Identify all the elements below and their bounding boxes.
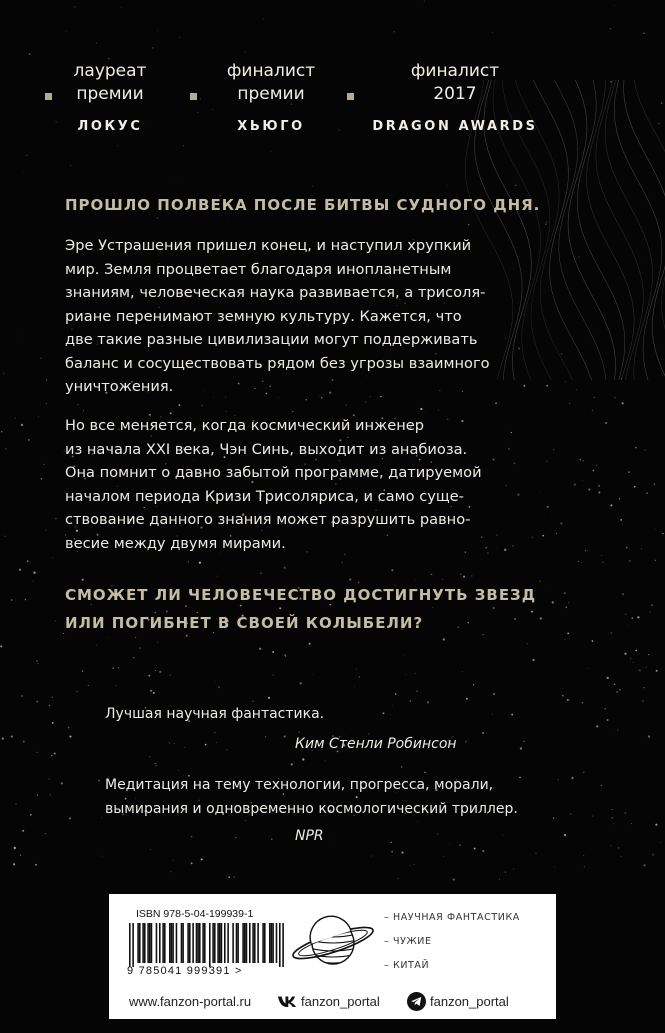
- award-status: финалист: [410, 61, 500, 81]
- award-type: премии: [76, 84, 144, 104]
- award-type: премии: [237, 84, 305, 104]
- saturn-icon: [289, 910, 377, 976]
- blurb-heading: ПРОШЛО ПОЛВЕКА ПОСЛЕ БИТВЫ СУДНОГО ДНЯ.: [65, 196, 541, 214]
- paragraph-line: Она помнит о давно забытой программе, датируемой: [65, 464, 482, 481]
- website-link[interactable]: www.fanzon-portal.ru: [129, 994, 252, 1009]
- paragraph-line: весие между двумя мирами.: [65, 534, 286, 552]
- award-name: DRAGON AWARDS: [372, 119, 538, 134]
- paragraph-line: знаниям, человеческая наука развивается, а трисоля-: [65, 284, 486, 301]
- paragraph-line: риане перенимают земную культуру. Кажется, что: [65, 307, 462, 325]
- telegram-link[interactable]: fanzon_portal: [430, 994, 509, 1009]
- barcode-digits: 9 785041 999391 >: [127, 965, 243, 977]
- award-dragon: [355, 60, 555, 134]
- award-year: 2017: [433, 84, 477, 104]
- award-status: лауреат: [73, 61, 147, 81]
- paragraph-line: мир. Земля процветает благодаря инопланетным: [65, 260, 452, 278]
- paragraph-line: ствование данного знания может разрушить равно-: [65, 511, 471, 528]
- genre-tag: – КИТАЙ: [384, 960, 430, 971]
- publisher-panel: [109, 894, 556, 1019]
- award-name: ЛОКУС: [77, 119, 143, 134]
- vk-icon[interactable]: [277, 995, 297, 1008]
- paragraph-line: из начала XXI века, Чэн Синь, выходит из анабиоза.: [65, 440, 468, 458]
- review-author-1: Ким Стенли Робинсон: [295, 736, 457, 752]
- barcode: [129, 923, 284, 967]
- award-status: финалист: [226, 61, 316, 81]
- award-locus: [55, 60, 165, 134]
- award-hugo: [205, 60, 337, 134]
- paragraph-line: уничтожения.: [65, 378, 174, 395]
- award-name: ХЬЮГО: [237, 119, 305, 134]
- genre-tag: – ЧУЖИЕ: [384, 936, 432, 947]
- paragraph-line: Но все меняется, когда космический инженер: [65, 417, 424, 434]
- paragraph-line: баланс и сосуществовать рядом без угрозы взаимного: [65, 354, 490, 372]
- telegram-icon[interactable]: [407, 992, 426, 1011]
- isbn-label: ISBN 978-5-04-199939-1: [136, 908, 254, 920]
- quote-line: Медитация на тему технологии, прогресса, морали,: [105, 777, 494, 793]
- blurb-paragraph-1: [65, 234, 565, 399]
- genre-tag: – НАУЧНАЯ ФАНТАСТИКА: [384, 912, 520, 923]
- separator-square-icon: [347, 93, 354, 100]
- review-quote-2: [105, 773, 518, 821]
- paragraph-line: началом периода Кризи Трисоляриса, и само суще-: [65, 487, 464, 505]
- paragraph-line: две такие разные цивилизации могут поддерживать: [65, 331, 478, 348]
- paragraph-line: Эре Устрашения пришел конец, и наступил хрупкий: [65, 237, 472, 254]
- review-author-2: NPR: [295, 828, 324, 844]
- review-quote-1: Лучшая научная фантастика.: [105, 706, 325, 722]
- separator-square-icon: [190, 93, 197, 100]
- separator-square-icon: [45, 93, 52, 100]
- vk-link[interactable]: fanzon_portal: [301, 994, 380, 1009]
- blurb-paragraph-2: [65, 414, 565, 555]
- quote-line: вымирания и одновременно космологический триллер.: [105, 801, 518, 817]
- question-heading-line-1: СМОЖЕТ ЛИ ЧЕЛОВЕЧЕСТВО ДОСТИГНУТЬ ЗВЕЗД: [65, 586, 537, 604]
- question-heading-line-2: ИЛИ ПОГИБНЕТ В СВОЕЙ КОЛЫБЕЛИ?: [65, 614, 424, 632]
